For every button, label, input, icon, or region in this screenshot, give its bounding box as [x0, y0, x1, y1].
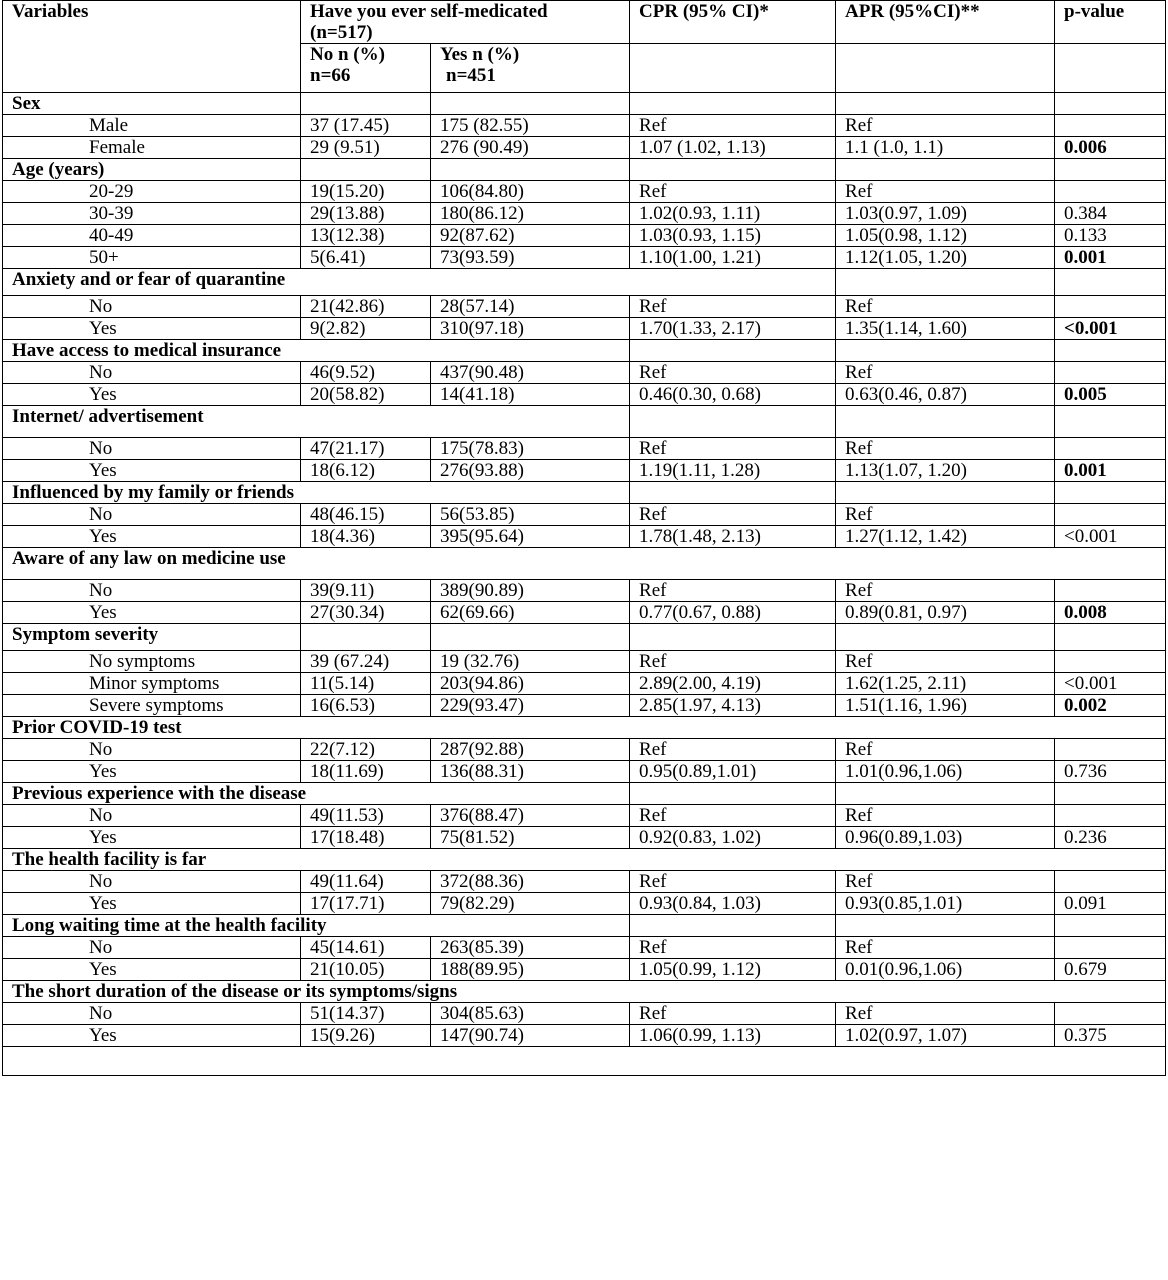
row-label: No — [3, 739, 301, 761]
cell-yes: 106(84.80) — [431, 181, 630, 203]
cell-apr: Ref — [836, 937, 1055, 959]
cell-cpr: 1.10(1.00, 1.21) — [630, 247, 836, 269]
cell-cpr: Ref — [630, 805, 836, 827]
cell-pvalue — [1055, 580, 1166, 602]
cell-no: 18(11.69) — [301, 761, 431, 783]
cell-yes: 276 (90.49) — [431, 137, 630, 159]
table-row — [3, 504, 1166, 526]
cell-pvalue: 0.375 — [1055, 1025, 1166, 1047]
table-row — [3, 438, 1166, 460]
header-no-n: n=66 — [310, 65, 351, 86]
group-title: Anxiety and or fear of quarantine — [3, 269, 836, 296]
cell-pvalue: <0.001 — [1055, 673, 1166, 695]
group-header-row — [3, 482, 1166, 504]
blank-cell — [1055, 159, 1166, 181]
cell-yes: 73(93.59) — [431, 247, 630, 269]
cell-no: 49(11.53) — [301, 805, 431, 827]
cell-pvalue: 0.679 — [1055, 959, 1166, 981]
row-label: Yes — [3, 827, 301, 849]
table-row — [3, 761, 1166, 783]
cell-apr: Ref — [836, 504, 1055, 526]
cell-cpr: 2.85(1.97, 4.13) — [630, 695, 836, 717]
cell-apr: 1.12(1.05, 1.20) — [836, 247, 1055, 269]
table-row — [3, 827, 1166, 849]
cell-no: 11(5.14) — [301, 673, 431, 695]
group-header-row — [3, 717, 1166, 739]
cell-no: 46(9.52) — [301, 362, 431, 384]
cell-apr: Ref — [836, 739, 1055, 761]
header-yes-n: n=451 — [446, 65, 496, 86]
cell-yes: 147(90.74) — [431, 1025, 630, 1047]
table-row — [3, 225, 1166, 247]
table-row — [3, 296, 1166, 318]
blank-cell — [836, 624, 1055, 651]
table-row — [3, 937, 1166, 959]
cell-yes: 287(92.88) — [431, 739, 630, 761]
blank-cell — [1055, 93, 1166, 115]
cell-apr: Ref — [836, 805, 1055, 827]
row-label: Yes — [3, 384, 301, 406]
group-header-row — [3, 548, 1166, 580]
group-title: Long waiting time at the health facility — [3, 915, 630, 937]
blank-cell — [1055, 340, 1166, 362]
cell-no: 19(15.20) — [301, 181, 431, 203]
header-apr: APR (95%CI)** — [836, 1, 1055, 44]
cell-no: 21(42.86) — [301, 296, 431, 318]
cell-yes: 62(69.66) — [431, 602, 630, 624]
blank-cell — [630, 482, 836, 504]
row-label: 20-29 — [3, 181, 301, 203]
cell-pvalue — [1055, 438, 1166, 460]
row-label: Female — [3, 137, 301, 159]
table-row — [3, 203, 1166, 225]
row-label: 30-39 — [3, 203, 301, 225]
header-yes — [431, 44, 630, 93]
cell-cpr: Ref — [630, 1003, 836, 1025]
cell-apr: 1.27(1.12, 1.42) — [836, 526, 1055, 548]
group-header-row — [3, 849, 1166, 871]
cell-yes: 395(95.64) — [431, 526, 630, 548]
group-header-row — [3, 269, 1166, 296]
cell-pvalue: 0.736 — [1055, 761, 1166, 783]
cell-yes: 79(82.29) — [431, 893, 630, 915]
cell-yes: 276(93.88) — [431, 460, 630, 482]
cell-no: 16(6.53) — [301, 695, 431, 717]
cell-no: 27(30.34) — [301, 602, 431, 624]
cell-pvalue: <0.001 — [1055, 526, 1166, 548]
cell-yes: 175(78.83) — [431, 438, 630, 460]
blank-cell — [630, 159, 836, 181]
cell-yes: 92(87.62) — [431, 225, 630, 247]
blank-cell — [1055, 482, 1166, 504]
header-blank — [630, 44, 836, 93]
cell-no: 17(18.48) — [301, 827, 431, 849]
cell-pvalue — [1055, 871, 1166, 893]
cell-yes: 372(88.36) — [431, 871, 630, 893]
cell-cpr: 1.07 (1.02, 1.13) — [630, 137, 836, 159]
table-row — [3, 362, 1166, 384]
cell-cpr: Ref — [630, 871, 836, 893]
cell-apr: 1.02(0.97, 1.07) — [836, 1025, 1055, 1047]
cell-no: 15(9.26) — [301, 1025, 431, 1047]
cell-pvalue — [1055, 651, 1166, 673]
row-label: No — [3, 504, 301, 526]
cell-no: 39 (67.24) — [301, 651, 431, 673]
cell-cpr: Ref — [630, 362, 836, 384]
header-blank — [1055, 44, 1166, 93]
cell-no: 18(6.12) — [301, 460, 431, 482]
group-header-row — [3, 93, 1166, 115]
cell-pvalue — [1055, 1003, 1166, 1025]
row-label: Yes — [3, 893, 301, 915]
table-row — [3, 384, 1166, 406]
cell-cpr: Ref — [630, 651, 836, 673]
cell-apr: 1.05(0.98, 1.12) — [836, 225, 1055, 247]
cell-pvalue: 0.002 — [1055, 695, 1166, 717]
blank-cell — [301, 624, 431, 651]
cell-no: 21(10.05) — [301, 959, 431, 981]
cell-yes: 136(88.31) — [431, 761, 630, 783]
group-title: Aware of any law on medicine use — [3, 548, 1166, 580]
blank-cell — [836, 269, 1055, 296]
cell-no: 13(12.38) — [301, 225, 431, 247]
cell-apr: 1.13(1.07, 1.20) — [836, 460, 1055, 482]
cell-no: 18(4.36) — [301, 526, 431, 548]
row-label: Minor symptoms — [3, 673, 301, 695]
row-label: No — [3, 438, 301, 460]
cell-pvalue: 0.091 — [1055, 893, 1166, 915]
cell-apr: Ref — [836, 651, 1055, 673]
cell-cpr: Ref — [630, 739, 836, 761]
cell-pvalue: <0.001 — [1055, 318, 1166, 340]
table-row — [3, 959, 1166, 981]
blank-cell — [836, 406, 1055, 438]
cell-pvalue — [1055, 504, 1166, 526]
cell-apr: 1.01(0.96,1.06) — [836, 761, 1055, 783]
row-label: No — [3, 937, 301, 959]
blank-cell — [431, 624, 630, 651]
blank-cell — [836, 783, 1055, 805]
row-label: No symptoms — [3, 651, 301, 673]
blank-cell — [1055, 269, 1166, 296]
cell-no: 49(11.64) — [301, 871, 431, 893]
table-row — [3, 318, 1166, 340]
blank-cell — [301, 159, 431, 181]
cell-cpr: 1.03(0.93, 1.15) — [630, 225, 836, 247]
cell-yes: 376(88.47) — [431, 805, 630, 827]
table-row — [3, 673, 1166, 695]
cell-pvalue: 0.001 — [1055, 247, 1166, 269]
row-label: 40-49 — [3, 225, 301, 247]
cell-no: 47(21.17) — [301, 438, 431, 460]
cell-no: 48(46.15) — [301, 504, 431, 526]
cell-pvalue: 0.384 — [1055, 203, 1166, 225]
group-title: The health facility is far — [3, 849, 1166, 871]
cell-apr: 1.35(1.14, 1.60) — [836, 318, 1055, 340]
cell-apr: 0.93(0.85,1.01) — [836, 893, 1055, 915]
group-title: Previous experience with the disease — [3, 783, 630, 805]
table-row — [3, 460, 1166, 482]
row-label: Yes — [3, 460, 301, 482]
cell-yes: 175 (82.55) — [431, 115, 630, 137]
cell-cpr: Ref — [630, 115, 836, 137]
cell-yes: 56(53.85) — [431, 504, 630, 526]
cell-yes: 180(86.12) — [431, 203, 630, 225]
cell-apr: 0.96(0.89,1.03) — [836, 827, 1055, 849]
cell-apr: 1.03(0.97, 1.09) — [836, 203, 1055, 225]
table-footer-row — [3, 1047, 1166, 1076]
row-label: Yes — [3, 318, 301, 340]
cell-yes: 304(85.63) — [431, 1003, 630, 1025]
blank-cell — [836, 93, 1055, 115]
cell-cpr: 1.05(0.99, 1.12) — [630, 959, 836, 981]
table-row — [3, 695, 1166, 717]
table-row — [3, 1003, 1166, 1025]
cell-cpr: 0.95(0.89,1.01) — [630, 761, 836, 783]
cell-apr: Ref — [836, 362, 1055, 384]
table-row — [3, 115, 1166, 137]
blank-cell — [1055, 406, 1166, 438]
blank-cell — [836, 340, 1055, 362]
cell-no: 29 (9.51) — [301, 137, 431, 159]
row-label: Yes — [3, 959, 301, 981]
blank-cell — [301, 93, 431, 115]
cell-yes: 188(89.95) — [431, 959, 630, 981]
cell-apr: Ref — [836, 871, 1055, 893]
cell-no: 29(13.88) — [301, 203, 431, 225]
table-row — [3, 739, 1166, 761]
cell-no: 5(6.41) — [301, 247, 431, 269]
header-question: Have you ever self-medicated (n=517) — [301, 1, 630, 44]
cell-apr: 0.89(0.81, 0.97) — [836, 602, 1055, 624]
cell-apr: Ref — [836, 115, 1055, 137]
row-label: Severe symptoms — [3, 695, 301, 717]
cell-apr: Ref — [836, 1003, 1055, 1025]
blank-cell — [630, 915, 836, 937]
cell-pvalue — [1055, 739, 1166, 761]
cell-cpr: Ref — [630, 296, 836, 318]
cell-cpr: Ref — [630, 580, 836, 602]
table-row — [3, 651, 1166, 673]
header-pvalue: p-value — [1055, 1, 1166, 44]
row-label: No — [3, 580, 301, 602]
cell-yes: 310(97.18) — [431, 318, 630, 340]
cell-apr: 1.62(1.25, 2.11) — [836, 673, 1055, 695]
cell-cpr: 1.19(1.11, 1.28) — [630, 460, 836, 482]
cell-pvalue — [1055, 805, 1166, 827]
header-variables: Variables — [3, 1, 301, 93]
cell-apr: Ref — [836, 580, 1055, 602]
cell-yes: 75(81.52) — [431, 827, 630, 849]
blank-cell — [1055, 624, 1166, 651]
group-title: Internet/ advertisement — [3, 406, 630, 438]
table-row — [3, 247, 1166, 269]
table-row — [3, 526, 1166, 548]
cell-yes: 19 (32.76) — [431, 651, 630, 673]
cell-pvalue — [1055, 362, 1166, 384]
cell-no: 17(17.71) — [301, 893, 431, 915]
cell-pvalue: 0.001 — [1055, 460, 1166, 482]
group-header-row — [3, 783, 1166, 805]
cell-apr: 0.01(0.96,1.06) — [836, 959, 1055, 981]
cell-cpr: 1.78(1.48, 2.13) — [630, 526, 836, 548]
table-row — [3, 871, 1166, 893]
cell-pvalue: 0.005 — [1055, 384, 1166, 406]
cell-cpr: 0.92(0.83, 1.02) — [630, 827, 836, 849]
cell-yes: 28(57.14) — [431, 296, 630, 318]
cell-cpr: 1.06(0.99, 1.13) — [630, 1025, 836, 1047]
table-row — [3, 580, 1166, 602]
footer-blank — [3, 1047, 1166, 1076]
blank-cell — [630, 340, 836, 362]
header-yes-label: Yes n (%) — [440, 44, 520, 65]
cell-pvalue: 0.133 — [1055, 225, 1166, 247]
blank-cell — [1055, 915, 1166, 937]
group-title: Age (years) — [3, 159, 301, 181]
row-label: No — [3, 871, 301, 893]
row-label: No — [3, 1003, 301, 1025]
row-label: No — [3, 805, 301, 827]
cell-cpr: 1.70(1.33, 2.17) — [630, 318, 836, 340]
cell-no: 20(58.82) — [301, 384, 431, 406]
group-title: Sex — [3, 93, 301, 115]
row-label: No — [3, 362, 301, 384]
cell-no: 51(14.37) — [301, 1003, 431, 1025]
row-label: Yes — [3, 1025, 301, 1047]
cell-no: 22(7.12) — [301, 739, 431, 761]
cell-cpr: 0.77(0.67, 0.88) — [630, 602, 836, 624]
blank-cell — [630, 93, 836, 115]
blank-cell — [431, 93, 630, 115]
row-label: Yes — [3, 602, 301, 624]
cell-pvalue — [1055, 115, 1166, 137]
group-title: Influenced by my family or friends — [3, 482, 630, 504]
cell-apr: 1.1 (1.0, 1.1) — [836, 137, 1055, 159]
header-no — [301, 44, 431, 93]
cell-pvalue: 0.236 — [1055, 827, 1166, 849]
group-title: Have access to medical insurance — [3, 340, 630, 362]
blank-cell — [836, 159, 1055, 181]
blank-cell — [836, 482, 1055, 504]
header-cpr: CPR (95% CI)* — [630, 1, 836, 44]
table-row — [3, 893, 1166, 915]
cell-pvalue — [1055, 181, 1166, 203]
table-row — [3, 1025, 1166, 1047]
group-title: Symptom severity — [3, 624, 301, 651]
cell-cpr: Ref — [630, 438, 836, 460]
blank-cell — [630, 624, 836, 651]
table-row — [3, 181, 1166, 203]
cell-yes: 389(90.89) — [431, 580, 630, 602]
blank-cell — [431, 159, 630, 181]
cell-pvalue — [1055, 296, 1166, 318]
table-row — [3, 137, 1166, 159]
results-table — [2, 0, 1166, 1076]
cell-cpr: 0.46(0.30, 0.68) — [630, 384, 836, 406]
cell-cpr: 1.02(0.93, 1.11) — [630, 203, 836, 225]
cell-cpr: Ref — [630, 937, 836, 959]
cell-yes: 437(90.48) — [431, 362, 630, 384]
cell-yes: 14(41.18) — [431, 384, 630, 406]
row-label: Yes — [3, 761, 301, 783]
cell-pvalue: 0.006 — [1055, 137, 1166, 159]
row-label: Yes — [3, 526, 301, 548]
row-label: 50+ — [3, 247, 301, 269]
cell-cpr: Ref — [630, 504, 836, 526]
group-header-row — [3, 406, 1166, 438]
group-title: The short duration of the disease or its symptoms/signs — [3, 981, 1166, 1003]
cell-apr: Ref — [836, 296, 1055, 318]
group-title: Prior COVID-19 test — [3, 717, 1166, 739]
group-header-row — [3, 915, 1166, 937]
blank-cell — [630, 406, 836, 438]
group-header-row — [3, 159, 1166, 181]
cell-no: 37 (17.45) — [301, 115, 431, 137]
cell-apr: 0.63(0.46, 0.87) — [836, 384, 1055, 406]
header-no-label: No n (%) — [310, 44, 385, 65]
row-label: No — [3, 296, 301, 318]
header-row — [3, 1, 1166, 44]
cell-apr: Ref — [836, 181, 1055, 203]
cell-yes: 203(94.86) — [431, 673, 630, 695]
table-row — [3, 602, 1166, 624]
cell-yes: 229(93.47) — [431, 695, 630, 717]
group-header-row — [3, 340, 1166, 362]
cell-yes: 263(85.39) — [431, 937, 630, 959]
cell-apr: 1.51(1.16, 1.96) — [836, 695, 1055, 717]
blank-cell — [836, 915, 1055, 937]
cell-apr: Ref — [836, 438, 1055, 460]
cell-no: 45(14.61) — [301, 937, 431, 959]
cell-no: 39(9.11) — [301, 580, 431, 602]
table-row — [3, 805, 1166, 827]
group-header-row — [3, 624, 1166, 651]
blank-cell — [1055, 783, 1166, 805]
cell-pvalue: 0.008 — [1055, 602, 1166, 624]
cell-cpr: 0.93(0.84, 1.03) — [630, 893, 836, 915]
cell-cpr: Ref — [630, 181, 836, 203]
cell-no: 9(2.82) — [301, 318, 431, 340]
row-label: Male — [3, 115, 301, 137]
cell-cpr: 2.89(2.00, 4.19) — [630, 673, 836, 695]
blank-cell — [630, 783, 836, 805]
group-header-row — [3, 981, 1166, 1003]
header-blank — [836, 44, 1055, 93]
cell-pvalue — [1055, 937, 1166, 959]
